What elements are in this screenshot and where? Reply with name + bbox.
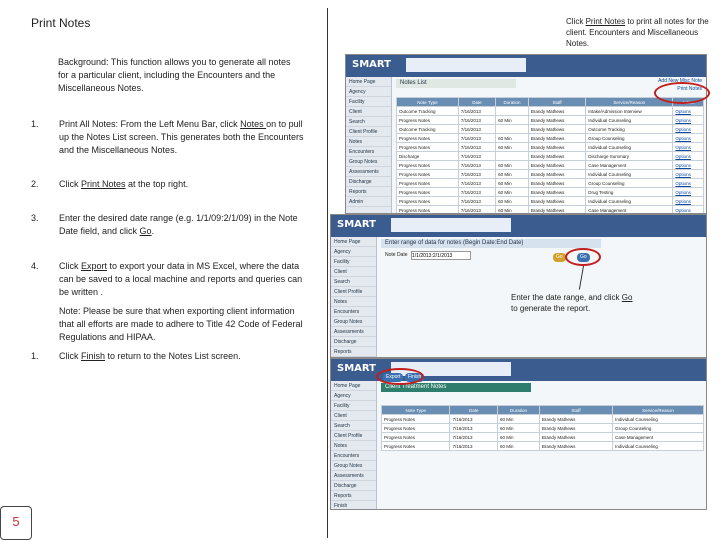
- menu-item[interactable]: Reports: [346, 187, 391, 197]
- options-link[interactable]: Options: [675, 117, 691, 123]
- menu-item[interactable]: Encounters: [331, 451, 376, 461]
- menu-item[interactable]: Notes: [331, 441, 376, 451]
- highlight-print-notes: [654, 82, 710, 104]
- table-row: [397, 152, 704, 161]
- date-range-title: Enter range of data for notes (Begin Date:End Date): [381, 239, 601, 248]
- options-link[interactable]: Options: [675, 144, 691, 150]
- options-link[interactable]: Options: [675, 108, 691, 114]
- table-cell: 60 Min: [498, 433, 540, 442]
- table-cell: Individual Counseling: [613, 442, 704, 451]
- table-cell: [673, 116, 704, 125]
- table-cell: [673, 206, 704, 215]
- table-row: [397, 188, 704, 197]
- menu-item[interactable]: Discharge: [346, 177, 391, 187]
- table-cell: Brandy Mathews: [528, 161, 585, 170]
- table-cell: 60 Min: [496, 170, 529, 179]
- export-button[interactable]: Export: [383, 373, 403, 382]
- table-cell: Brandy Mathews: [528, 152, 585, 161]
- table-cell: Individual Counseling: [586, 116, 673, 125]
- menu-item[interactable]: Finish: [331, 501, 376, 510]
- table-cell: [496, 107, 529, 116]
- options-link[interactable]: Options: [675, 126, 691, 132]
- column-header: Service/Reason: [586, 98, 673, 107]
- table-cell: [673, 107, 704, 116]
- table-cell: Brandy Mathews: [528, 179, 585, 188]
- menu-item[interactable]: Client: [331, 411, 376, 421]
- column-header: Date: [450, 406, 498, 415]
- table-row: [397, 206, 704, 215]
- table-row: [397, 179, 704, 188]
- page-number: 5: [0, 506, 32, 540]
- table-cell: Brandy Mathews: [539, 424, 612, 433]
- table-cell: Progress Notes: [397, 170, 459, 179]
- table-cell: 60 Min: [498, 442, 540, 451]
- table-cell: Individual Counseling: [586, 197, 673, 206]
- menu-item[interactable]: Client Profile: [331, 431, 376, 441]
- column-header: Staff: [528, 98, 585, 107]
- column-header: Staff: [539, 406, 612, 415]
- table-cell: [496, 152, 529, 161]
- menu-item[interactable]: Group Notes: [331, 317, 376, 327]
- table-row: [397, 125, 704, 134]
- column-header: Duration: [496, 98, 529, 107]
- menu-item[interactable]: Agency: [331, 247, 376, 257]
- table-cell: Group Counseling: [586, 179, 673, 188]
- print-notes-link[interactable]: Print Notes: [677, 86, 702, 92]
- print-view-table: [381, 405, 704, 451]
- options-link[interactable]: Options: [675, 207, 691, 213]
- table-cell: 7/16/2013: [458, 107, 495, 116]
- table-row: [397, 134, 704, 143]
- table-cell: 7/16/2013: [458, 161, 495, 170]
- options-link[interactable]: Options: [675, 189, 691, 195]
- table-cell: Brandy Mathews: [528, 134, 585, 143]
- table-cell: Progress Notes: [382, 424, 450, 433]
- table-cell: Brandy Mathews: [528, 170, 585, 179]
- table-cell: [673, 152, 704, 161]
- table-cell: 60 Min: [496, 161, 529, 170]
- notes-table: [396, 97, 704, 214]
- table-cell: 60 Min: [498, 415, 540, 424]
- table-cell: 7/16/2013: [458, 143, 495, 152]
- table-cell: Individual Counseling: [586, 170, 673, 179]
- table-cell: Progress Notes: [397, 143, 459, 152]
- table-row: [397, 170, 704, 179]
- table-cell: Group Counseling: [586, 134, 673, 143]
- table-row: [397, 116, 704, 125]
- menu-item[interactable]: Discharge: [331, 337, 376, 347]
- go-button[interactable]: Go: [553, 253, 566, 262]
- table-cell: Outcome Tracking: [397, 125, 459, 134]
- table-cell: Progress Notes: [397, 134, 459, 143]
- table-cell: Brandy Mathews: [528, 143, 585, 152]
- table-cell: Progress Notes: [397, 197, 459, 206]
- table-cell: 7/16/2013: [458, 134, 495, 143]
- table-cell: Progress Notes: [382, 415, 450, 424]
- options-link[interactable]: Options: [675, 198, 691, 204]
- table-cell: Discharge: [397, 152, 459, 161]
- table-cell: Outcome Tracking: [397, 107, 459, 116]
- menu-item[interactable]: Search: [331, 277, 376, 287]
- table-cell: 7/16/2013: [450, 424, 498, 433]
- column-header: Action: [673, 98, 704, 107]
- highlight-go: [565, 248, 601, 266]
- table-cell: Progress Notes: [382, 433, 450, 442]
- menu-item[interactable]: Facility: [331, 401, 376, 411]
- table-cell: 60 Min: [496, 197, 529, 206]
- table-cell: Drug Testing: [586, 188, 673, 197]
- table-cell: Individual Counseling: [613, 415, 704, 424]
- menu-item[interactable]: Assessments: [346, 167, 391, 177]
- menu-item[interactable]: Facility: [346, 97, 391, 107]
- column-header: Service/Reason: [613, 406, 704, 415]
- table-cell: Brandy Mathews: [528, 125, 585, 134]
- table-cell: 60 Min: [496, 179, 529, 188]
- table-cell: Progress Notes: [397, 161, 459, 170]
- table-cell: 7/16/2013: [458, 179, 495, 188]
- menu-item[interactable]: Client Profile: [346, 127, 391, 137]
- table-cell: 7/16/2013: [458, 197, 495, 206]
- menu-item[interactable]: Group Notes: [331, 461, 376, 471]
- table-row: [397, 143, 704, 152]
- table-cell: Brandy Mathews: [539, 442, 612, 451]
- table-cell: Brandy Mathews: [528, 188, 585, 197]
- app-header: [331, 215, 706, 237]
- menu-item[interactable]: Assessments: [331, 471, 376, 481]
- smart-logo: SMART: [352, 59, 391, 70]
- table-cell: 60 Min: [496, 188, 529, 197]
- table-row: [397, 107, 704, 116]
- table-row: [382, 433, 704, 442]
- menu-item[interactable]: Admin: [346, 197, 391, 207]
- table-cell: [673, 188, 704, 197]
- menu-item[interactable]: Agency: [346, 87, 391, 97]
- menu-item[interactable]: Reports: [331, 491, 376, 501]
- table-cell: [673, 143, 704, 152]
- menu-item[interactable]: Assessments: [331, 327, 376, 337]
- options-link[interactable]: Options: [675, 162, 691, 168]
- go-callout: Enter the date range, and click Go to generate the report.: [511, 293, 633, 313]
- highlight-export-finish: [376, 368, 424, 385]
- menu-item[interactable]: Client: [331, 267, 376, 277]
- smart-logo: SMART: [337, 363, 376, 374]
- notes-list-screenshot: [345, 54, 707, 214]
- table-cell: 7/16/2013: [450, 433, 498, 442]
- table-row: [382, 415, 704, 424]
- table-cell: Outcome Tracking: [586, 125, 673, 134]
- table-cell: 7/16/2013: [458, 125, 495, 134]
- slide-title: Print Notes: [31, 16, 91, 30]
- table-cell: 7/16/2013: [458, 170, 495, 179]
- column-header: Duration: [498, 406, 540, 415]
- menu-item[interactable]: Search: [331, 421, 376, 431]
- table-cell: [673, 170, 704, 179]
- menu-item[interactable]: Reports: [331, 347, 376, 357]
- menu-item[interactable]: Search: [346, 117, 391, 127]
- options-link[interactable]: Options: [675, 180, 691, 186]
- table-cell: Progress Notes: [397, 179, 459, 188]
- table-cell: Brandy Mathews: [539, 433, 612, 442]
- table-cell: 7/16/2013: [458, 152, 495, 161]
- options-link[interactable]: Options: [675, 135, 691, 141]
- table-cell: 60 Min: [496, 134, 529, 143]
- note-date-label: Note Date: [385, 252, 408, 258]
- notes-list-title: Notes List: [396, 79, 516, 88]
- table-row: [382, 424, 704, 433]
- table-cell: 60 Min: [498, 424, 540, 433]
- menu-item[interactable]: Agency: [331, 391, 376, 401]
- table-cell: Brandy Mathews: [528, 197, 585, 206]
- table-cell: [673, 134, 704, 143]
- left-menu-bar: [331, 381, 377, 509]
- table-cell: [673, 161, 704, 170]
- menu-item-notes[interactable]: Notes: [346, 137, 391, 147]
- left-menu-bar: [346, 77, 392, 213]
- left-menu-bar: [331, 237, 377, 357]
- menu-item[interactable]: Facility: [331, 257, 376, 267]
- table-cell: Intake/Admission Interview: [586, 107, 673, 116]
- table-row: [382, 442, 704, 451]
- column-header: Note Type: [382, 406, 450, 415]
- menu-item[interactable]: Home Page: [331, 381, 376, 391]
- table-header-row: [382, 406, 704, 415]
- table-cell: Case Management: [586, 161, 673, 170]
- table-cell: Progress Notes: [397, 188, 459, 197]
- table-cell: Individual Counseling: [586, 143, 673, 152]
- table-row: [397, 197, 704, 206]
- table-cell: 60 Min: [496, 143, 529, 152]
- table-cell: Brandy Mathews: [528, 206, 585, 215]
- menu-item[interactable]: Group Notes: [346, 157, 391, 167]
- app-header: [346, 55, 706, 77]
- table-cell: [496, 125, 529, 134]
- column-header: Note Type: [397, 98, 459, 107]
- table-cell: [673, 125, 704, 134]
- table-cell: 7/16/2013: [450, 415, 498, 424]
- table-cell: 7/16/2013: [458, 188, 495, 197]
- note-date-input[interactable]: [411, 251, 471, 260]
- table-cell: Discharge Summary: [586, 152, 673, 161]
- background-text: Background: This function allows you to generate all notes for a particular client, including the Encounters and the Miscellaneous Notes.: [58, 57, 291, 93]
- table-cell: Group Counseling: [613, 424, 704, 433]
- menu-item[interactable]: Encounters: [331, 307, 376, 317]
- table-cell: Brandy Mathews: [528, 116, 585, 125]
- menu-item[interactable]: Home Page: [346, 77, 391, 87]
- client-info-box: [391, 218, 511, 232]
- table-cell: 7/16/2013: [450, 442, 498, 451]
- add-misc-note-link[interactable]: Add New Misc Note: [658, 78, 702, 84]
- menu-item[interactable]: Client: [346, 107, 391, 117]
- menu-item[interactable]: Home Page: [331, 237, 376, 247]
- table-cell: Progress Notes: [382, 442, 450, 451]
- date-range-screenshot: [330, 214, 707, 358]
- table-row: [397, 161, 704, 170]
- table-cell: Brandy Mathews: [528, 107, 585, 116]
- table-cell: [673, 197, 704, 206]
- table-cell: [673, 179, 704, 188]
- table-cell: 7/16/2013: [458, 116, 495, 125]
- menu-item[interactable]: Client Profile: [331, 287, 376, 297]
- smart-logo: SMART: [337, 219, 376, 230]
- print-notes-callout: Click Print Notes to print all notes for the client. Encounters and Miscellaneous Notes.: [566, 17, 709, 48]
- client-info-box: [406, 58, 526, 72]
- table-cell: Progress Notes: [397, 206, 459, 215]
- table-cell: Brandy Mathews: [539, 415, 612, 424]
- print-view-title: Client Treatment Notes: [381, 383, 531, 392]
- options-link[interactable]: Options: [675, 153, 691, 159]
- finish-button[interactable]: Finish: [405, 373, 424, 382]
- menu-item[interactable]: Discharge: [331, 481, 376, 491]
- options-link[interactable]: Options: [675, 171, 691, 177]
- table-cell: Progress Notes: [397, 116, 459, 125]
- table-cell: 60 Min: [496, 116, 529, 125]
- go-button-alt[interactable]: Go: [577, 253, 590, 262]
- table-cell: 7/16/2013: [458, 206, 495, 215]
- menu-item[interactable]: Notes: [331, 297, 376, 307]
- table-cell: Case Management: [613, 433, 704, 442]
- menu-item[interactable]: Encounters: [346, 147, 391, 157]
- column-header: Date: [458, 98, 495, 107]
- table-cell: Case Management: [586, 206, 673, 215]
- table-cell: 60 Min: [496, 206, 529, 215]
- divider-line: [327, 8, 328, 538]
